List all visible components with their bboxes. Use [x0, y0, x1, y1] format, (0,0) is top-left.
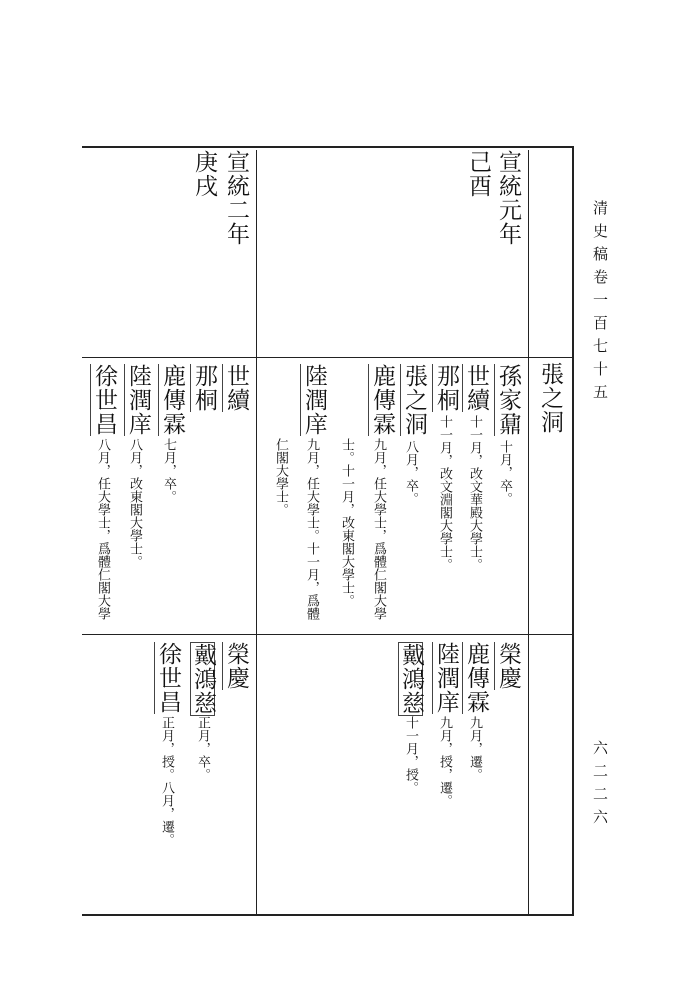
entry-name: 陸潤庠: [125, 364, 151, 436]
entry-name: 那桐: [433, 364, 459, 412]
entry-name: 鹿傳霖: [369, 364, 395, 436]
entry-note: 八月，任大學士，爲體仁閣大學: [95, 438, 110, 620]
entry-note: 八月，改東閣大學士。: [127, 438, 142, 568]
year-2-ganzhi: 庚戌: [191, 150, 217, 198]
entry-note: 八月，卒。: [403, 440, 418, 505]
entry-note: 七月，卒。: [161, 438, 176, 503]
entry-name: 陸潤庠: [301, 364, 327, 436]
entry-name: 世續: [223, 364, 249, 412]
year-1-ganzhi: 己酉: [465, 150, 491, 198]
entry-name: 孫家鼐: [495, 364, 521, 436]
entry-note: 十月，卒。: [497, 440, 512, 505]
page-number: 六二二六: [591, 740, 609, 832]
entry-note-continued: 士。十一月，改東閣大學士。: [339, 438, 354, 607]
year-1-era: 宣統元年: [495, 150, 521, 246]
entry-note: 正月，授。八月，遷。: [159, 716, 174, 846]
top-border-line: [82, 146, 574, 148]
entry-name: 榮慶: [223, 642, 249, 690]
inner-right-line: [528, 150, 529, 914]
entry-note-continued: 仁閣大學士。: [273, 438, 288, 516]
entry-note: 九月，任大學士。十一月，爲體: [304, 438, 319, 620]
year-divider-line: [256, 150, 257, 914]
entry-name: 鹿傳霖: [159, 364, 185, 436]
entry-note: 九月，任大學士，爲體仁閣大學: [371, 438, 386, 620]
entry-name: 榮慶: [495, 642, 521, 690]
entry-name: 那桐: [191, 364, 217, 412]
entry-name: 戴鴻慈: [190, 643, 216, 715]
entry-note: 十一月，授。: [403, 716, 418, 794]
entry-name: 世續: [463, 364, 489, 412]
entry-note: 十一月，改文華殿大學士。: [467, 415, 482, 571]
entry-name: 徐世昌: [155, 642, 181, 714]
band-line-1: [82, 357, 574, 358]
entry-note: 正月，卒。: [195, 716, 210, 781]
entry-note: 十一月，改文淵閣大學士。: [437, 415, 452, 571]
year-2-era: 宣統二年: [223, 150, 249, 246]
entry-note: 九月，遷。: [467, 716, 482, 781]
band-line-2: [82, 634, 574, 635]
running-title: 清史稿卷一百七十五: [591, 200, 609, 407]
right-border-line: [572, 146, 574, 916]
entry-name: 鹿傳霖: [463, 642, 489, 714]
bottom-border-line: [82, 914, 574, 916]
entry-note: 九月，授，遷。: [437, 716, 452, 807]
entry-name: 戴鴻慈: [398, 643, 424, 715]
entry-name: 張之洞: [401, 364, 427, 436]
entry-name: 陸潤庠: [433, 642, 459, 714]
entry-name: 徐世昌: [91, 364, 117, 436]
section-top-name: 張之洞: [537, 362, 563, 434]
